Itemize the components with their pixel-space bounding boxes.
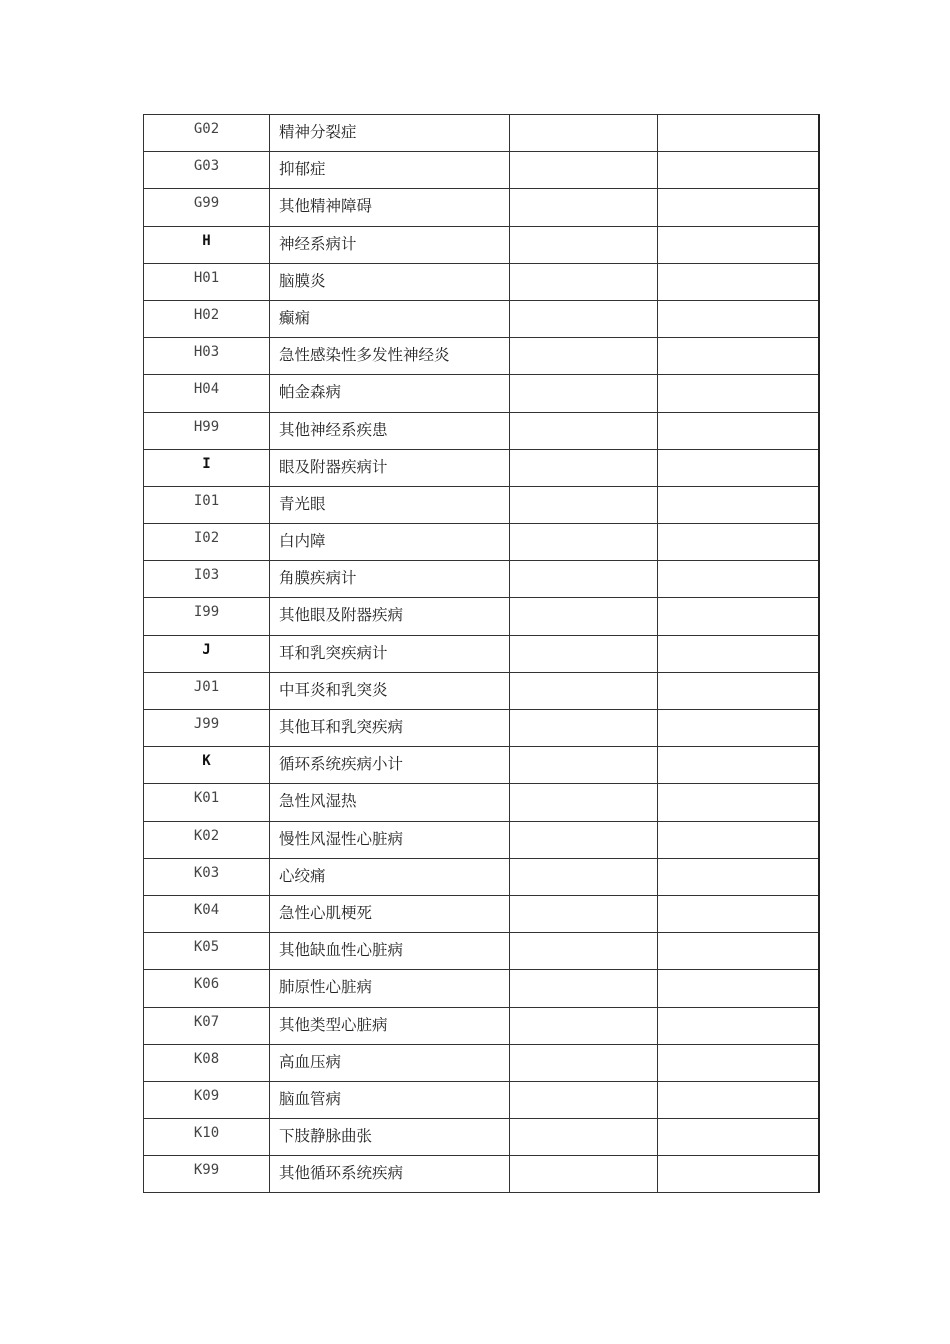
table-row [144,895,819,932]
empty-value-cell [510,263,658,300]
row-name-cell: 青光眼 [270,486,510,523]
empty-value-cell [510,1007,658,1044]
table-row [144,747,819,784]
row-code-cell: I01 [144,486,270,523]
table-row [144,412,819,449]
empty-value-cell [658,412,819,449]
row-name-cell: 脑血管病 [270,1081,510,1118]
empty-value-cell [658,189,819,226]
table-row [144,561,819,598]
row-name-cell: 其他耳和乳突疾病 [270,710,510,747]
row-name-cell: 耳和乳突疾病计 [270,635,510,672]
row-code-cell: I03 [144,561,270,598]
empty-value-cell [510,300,658,337]
empty-value-cell [658,486,819,523]
empty-value-cell [510,895,658,932]
row-name-cell: 其他眼及附器疾病 [270,598,510,635]
row-code-cell: K08 [144,1044,270,1081]
row-code-cell: I [144,449,270,486]
empty-value-cell [658,338,819,375]
table-row [144,635,819,672]
empty-value-cell [510,598,658,635]
empty-value-cell [510,672,658,709]
row-code-cell: K07 [144,1007,270,1044]
empty-value-cell [510,858,658,895]
empty-value-cell [658,1119,819,1156]
row-name-cell: 帕金森病 [270,375,510,412]
empty-value-cell [658,598,819,635]
empty-value-cell [658,784,819,821]
empty-value-cell [658,375,819,412]
empty-value-cell [510,784,658,821]
table-row [144,226,819,263]
row-code-cell: K02 [144,821,270,858]
empty-value-cell [510,970,658,1007]
table-row [144,300,819,337]
table-row [144,821,819,858]
row-code-cell: G03 [144,152,270,189]
empty-value-cell [658,1007,819,1044]
table-row [144,263,819,300]
empty-value-cell [510,152,658,189]
table-row [144,784,819,821]
empty-value-cell [658,821,819,858]
empty-value-cell [658,710,819,747]
row-name-cell: 慢性风湿性心脏病 [270,821,510,858]
table-row [144,375,819,412]
row-name-cell: 急性心肌梗死 [270,895,510,932]
table-row [144,1044,819,1081]
empty-value-cell [510,710,658,747]
empty-value-cell [510,412,658,449]
table-row [144,598,819,635]
empty-value-cell [510,375,658,412]
row-name-cell: 其他缺血性心脏病 [270,933,510,970]
empty-value-cell [658,449,819,486]
empty-value-cell [510,1156,658,1193]
empty-value-cell [658,152,819,189]
row-name-cell: 眼及附器疾病计 [270,449,510,486]
table-row [144,449,819,486]
empty-value-cell [658,1156,819,1193]
empty-value-cell [658,747,819,784]
row-name-cell: 肺原性心脏病 [270,970,510,1007]
row-code-cell: K04 [144,895,270,932]
row-code-cell: H [144,226,270,263]
row-name-cell: 中耳炎和乳突炎 [270,672,510,709]
row-code-cell: J [144,635,270,672]
empty-value-cell [510,449,658,486]
row-name-cell: 白内障 [270,524,510,561]
empty-value-cell [658,226,819,263]
empty-value-cell [510,747,658,784]
empty-value-cell [510,486,658,523]
row-name-cell: 下肢静脉曲张 [270,1119,510,1156]
row-name-cell: 心绞痛 [270,858,510,895]
empty-value-cell [658,895,819,932]
table-row [144,524,819,561]
empty-value-cell [510,561,658,598]
table-row [144,1156,819,1193]
table-row [144,1081,819,1118]
empty-value-cell [658,933,819,970]
empty-value-cell [510,115,658,152]
disease-code-table [143,114,820,1193]
row-code-cell: J99 [144,710,270,747]
table-row [144,486,819,523]
empty-value-cell [658,1081,819,1118]
empty-value-cell [510,1081,658,1118]
row-code-cell: H03 [144,338,270,375]
row-name-cell: 急性风湿热 [270,784,510,821]
row-code-cell: K05 [144,933,270,970]
table-row [144,970,819,1007]
row-code-cell: K [144,747,270,784]
empty-value-cell [658,524,819,561]
row-name-cell: 脑膜炎 [270,263,510,300]
row-name-cell: 其他循环系统疾病 [270,1156,510,1193]
row-name-cell: 急性感染性多发性神经炎 [270,338,510,375]
row-code-cell: I02 [144,524,270,561]
row-code-cell: G02 [144,115,270,152]
table-row [144,152,819,189]
empty-value-cell [658,858,819,895]
empty-value-cell [510,226,658,263]
empty-value-cell [510,1119,658,1156]
empty-value-cell [658,1044,819,1081]
empty-value-cell [510,933,658,970]
table-row [144,115,819,152]
empty-value-cell [658,970,819,1007]
table-row [144,672,819,709]
row-code-cell: H02 [144,300,270,337]
row-name-cell: 其他类型心脏病 [270,1007,510,1044]
empty-value-cell [510,1044,658,1081]
row-code-cell: K06 [144,970,270,1007]
row-code-cell: K09 [144,1081,270,1118]
row-code-cell: J01 [144,672,270,709]
row-code-cell: G99 [144,189,270,226]
row-code-cell: I99 [144,598,270,635]
table-row [144,933,819,970]
row-code-cell: K99 [144,1156,270,1193]
table-body [144,115,819,1193]
empty-value-cell [510,338,658,375]
table-row [144,1119,819,1156]
row-name-cell: 抑郁症 [270,152,510,189]
row-name-cell: 癫痫 [270,300,510,337]
row-name-cell: 其他精神障碍 [270,189,510,226]
row-name-cell: 神经系病计 [270,226,510,263]
table-row [144,189,819,226]
table-row [144,1007,819,1044]
row-code-cell: H01 [144,263,270,300]
row-code-cell: K01 [144,784,270,821]
empty-value-cell [510,635,658,672]
row-name-cell: 其他神经系疾患 [270,412,510,449]
row-code-cell: H99 [144,412,270,449]
empty-value-cell [658,115,819,152]
row-code-cell: K03 [144,858,270,895]
row-name-cell: 循环系统疾病小计 [270,747,510,784]
empty-value-cell [658,635,819,672]
table-row [144,710,819,747]
empty-value-cell [510,524,658,561]
row-code-cell: K10 [144,1119,270,1156]
row-name-cell: 高血压病 [270,1044,510,1081]
empty-value-cell [658,561,819,598]
row-name-cell: 精神分裂症 [270,115,510,152]
table-row [144,338,819,375]
table-row [144,858,819,895]
empty-value-cell [658,672,819,709]
row-code-cell: H04 [144,375,270,412]
row-name-cell: 角膜疾病计 [270,561,510,598]
empty-value-cell [658,263,819,300]
empty-value-cell [510,189,658,226]
empty-value-cell [510,821,658,858]
empty-value-cell [658,300,819,337]
